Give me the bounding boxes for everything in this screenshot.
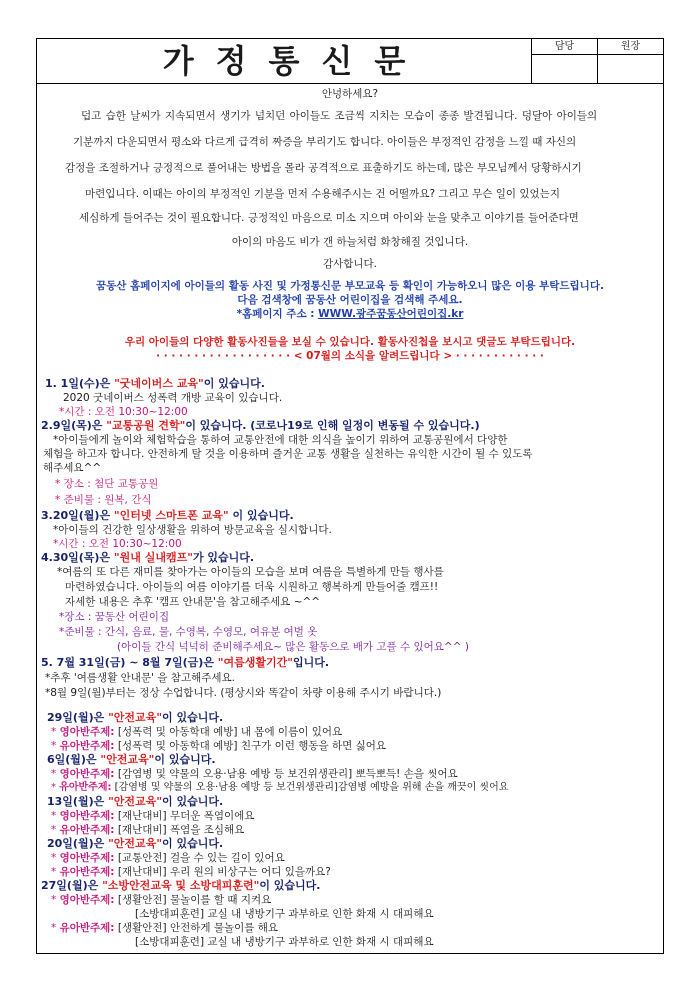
- item-4-supplies: *준비물 : 간식, 음료, 물, 수영복, 수영모, 여유분 여벌 옷: [59, 626, 318, 638]
- photo-notice: 우리 아이들의 다양한 활동사진들을 보실 수 있습니다. 활동사진첩을 보시고 댓글도 부탁드립니다.: [124, 336, 576, 348]
- item-3-line-1: *아이들의 건강한 일상생활을 위하여 방문교육을 실시합니다.: [53, 524, 332, 536]
- newsletter-page: [36, 38, 664, 954]
- item-3-time: *시간 : 오전 10:30~12:00: [53, 538, 182, 550]
- week-1-child-row: * 유아반주제: [성폭력 및 아동학대 예방] 친구가 이런 행동을 하면 싫어요: [51, 740, 387, 752]
- item-3-title: 3.20일(월)은 "인터넷 스마트폰 교육" 이 있습니다.: [41, 509, 294, 522]
- item-1-line-1: 2020 굿네이버스 성폭력 개방 교육이 있습니다.: [63, 392, 283, 404]
- homepage-notice-line-3: [37, 307, 663, 321]
- week-1-infant-label: 영아반주제:: [59, 726, 115, 738]
- week-4-title: 20일(월)은 "안전교육"이 있습니다.: [47, 837, 224, 850]
- item-4-title: 4.30일(목)은 "원내 실내캠프"가 있습니다.: [41, 551, 255, 564]
- approval-label-director: 원장: [598, 39, 663, 55]
- greeting-line-6: 아이의 마음도 비가 갠 하늘처럼 화창해질 것입니다.: [231, 236, 469, 248]
- item-5-highlight: "여름생활기간": [217, 656, 294, 669]
- item-4-highlight: "원내 실내캠프": [113, 551, 193, 564]
- greeting-line-3: 감정을 조절하거나 긍정적으로 풀어내는 방법을 몰라 공격적으로 표출하기도 하는데, 많은 부모님께서 당황하시기: [65, 162, 582, 174]
- greeting-line-2: 기분까지 다운되면서 평소와 다르게 급격히 짜증을 부리기도 합니다. 아이들은 부정적인 감정을 느낄 때 자신의: [73, 136, 577, 148]
- greeting-line-5: 세심하게 들어주는 것이 필요합니다. 긍정적인 마음으로 미소 지으며 아이와 눈을 맞추고 이야기를 들어준다면: [79, 212, 579, 224]
- week-4-infant-row: * 영아반주제: [교통안전] 걸을 수 있는 길이 있어요: [51, 852, 285, 864]
- item-2-supplies: * 준비물 : 원복, 간식: [55, 494, 152, 506]
- week-1-title: 29일(월)은 "안전교육"이 있습니다.: [47, 711, 224, 724]
- item-4-note: (아이들 간식 넉넉히 준비해주세요~ 많은 활동으로 배가 고플 수 있어요^^ ): [117, 641, 469, 653]
- item-5-title: 5. 7월 31일(금) ~ 8월 7일(금)은 "여름생활기간"입니다.: [41, 656, 330, 669]
- item-2-line-3: 해주세요^^: [43, 462, 102, 474]
- week-1-child-label: 유아반주제:: [59, 740, 115, 752]
- week-4-child-row: * 유아반주제: [재난대비] 우리 원의 비상구는 어디 있을까요?: [51, 866, 331, 878]
- homepage-label: *홈페이지 주소 :: [236, 308, 319, 320]
- page-title: 가정통신문: [162, 42, 428, 80]
- item-2-line-1: *아이들에게 놀이와 체험학습을 통하여 교통안전에 대한 의식을 높이기 위하여 교통공원에서 다양한: [53, 434, 508, 446]
- item-4-line-1: *여름의 또 다른 재미를 찾아가는 아이들의 모습을 보며 여름을 특별하게 만들 행사를: [57, 566, 444, 578]
- approval-label-manager: 담당: [532, 39, 597, 55]
- greeting-line-1: 덥고 습한 날씨가 지속되면서 생기가 넘치던 아이들도 조금씩 지치는 모습이 종종 발견됩니다. 덩달아 아이들의: [81, 110, 598, 122]
- item-5-line-2: *8월 9일(월)부터는 정상 수업합니다. (평상시와 똑같이 차량 이용해 주시기 바랍니다.): [45, 687, 442, 699]
- week-3-title: 13일(월)은 "안전교육"이 있습니다.: [47, 795, 224, 808]
- item-1-title: 1. 1일(수)은 "굿네이버스 교육"이 있습니다.: [45, 377, 265, 390]
- homepage-notice-line-2: 다음 검색창에 꿈동산 어린이집을 검색해 주세요.: [237, 294, 463, 306]
- week-1-infant-row: * 영아반주제: [성폭력 및 아동학대 예방] 내 몸에 이름이 있어요: [51, 726, 343, 738]
- greeting-open: 안녕하세요?: [321, 88, 379, 100]
- item-2-title: 2.9일(목)은 "교통공원 견학"이 있습니다. (코로나19로 인해 일정이 변동될 수 있습니다.): [41, 419, 480, 432]
- item-1-highlight: "굿네이버스 교육": [114, 377, 204, 390]
- week-5-infant-drill: [소방대피훈련] 교실 내 냉방기구 과부하로 인한 화재 시 대피해요: [135, 908, 434, 920]
- approval-box-manager: [531, 39, 597, 83]
- week-5-infant-row: * 영아반주제: [생활안전] 물놀이를 할 때 지켜요: [51, 894, 272, 906]
- item-4-place: *장소 : 꿈동산 어린이집: [59, 611, 170, 623]
- greeting-close: 감사합니다.: [322, 258, 378, 270]
- month-banner: · · · · · · · · · · · · · · · · · · < 07월의 소식을 알려드립니다 > · · · · · · · · · · · ·: [156, 350, 544, 362]
- week-5-title: 27일(월)은 "소방안전교육 및 소방대피훈련"이 있습니다.: [41, 879, 321, 892]
- approval-box-director: [597, 39, 663, 83]
- item-2-place: * 장소 : 첨단 교통공원: [55, 478, 159, 490]
- homepage-notice-line-1: 꿈동산 홈페이지에 아이들의 활동 사진 및 가정통신문 부모교육 등 확인이 가능하오니 많은 이용 부탁드립니다.: [96, 280, 604, 292]
- item-3-highlight: "인터넷 스마트폰 교육": [113, 509, 229, 522]
- week-5-child-drill: [소방대피훈련] 교실 내 냉방기구 과부하로 인한 화재 시 대피해요: [135, 936, 434, 948]
- item-4-line-2: 마련하였습니다. 아이들의 여름 이야기를 더욱 시원하고 행복하게 만들어줄 캠프!!: [65, 581, 439, 593]
- item-5-line-1: *추후 '여름생활 안내문' 을 참고해주세요.: [45, 672, 235, 684]
- week-3-child-row: * 유아반주제: [재난대비] 폭염을 조심해요: [51, 824, 245, 836]
- item-4-line-3: 자세한 내용은 추후 '캠프 안내문'을 참고해주세요 ~^^: [65, 596, 321, 608]
- week-5-child-row: * 유아반주제: [생활안전] 안전하게 물놀이를 해요: [51, 922, 279, 934]
- item-2-line-2: 체험을 하고자 합니다. 안전하게 탈 것을 이용하며 즐거운 교통 생활을 실천하는 유익한 시간이 될 수 있도록: [43, 448, 533, 460]
- header: [37, 39, 663, 84]
- item-1-time: *시간 : 오전 10:30~12:00: [59, 406, 188, 418]
- item-2-highlight: "교통공원 견학": [106, 419, 186, 432]
- week-2-infant-row: * 영아반주제: [감염병 및 약물의 오용·남용 예방 등 보건위생관리] 뽀득뽀득! 손을 씻어요: [51, 768, 458, 780]
- homepage-link[interactable]: WWW.광주꿈동산어린이집.kr: [318, 308, 464, 320]
- greeting-line-4: 마련입니다. 이때는 아이의 부정적인 기분을 먼저 수용해주시는 건 어떨까요? 그리고 무슨 일이 있었는지: [85, 188, 560, 200]
- week-2-title: 6일(월)은 "안전교육"이 있습니다.: [47, 753, 216, 766]
- week-3-infant-row: * 영아반주제: [재난대비] 무더운 폭염이에요: [51, 810, 255, 822]
- week-2-child-row: * 유아반주제: [감염병 및 약물의 오용·남용 예방 등 보건위생관리]감염병 예방을 위해 손을 깨끗이 씻어요: [51, 782, 509, 793]
